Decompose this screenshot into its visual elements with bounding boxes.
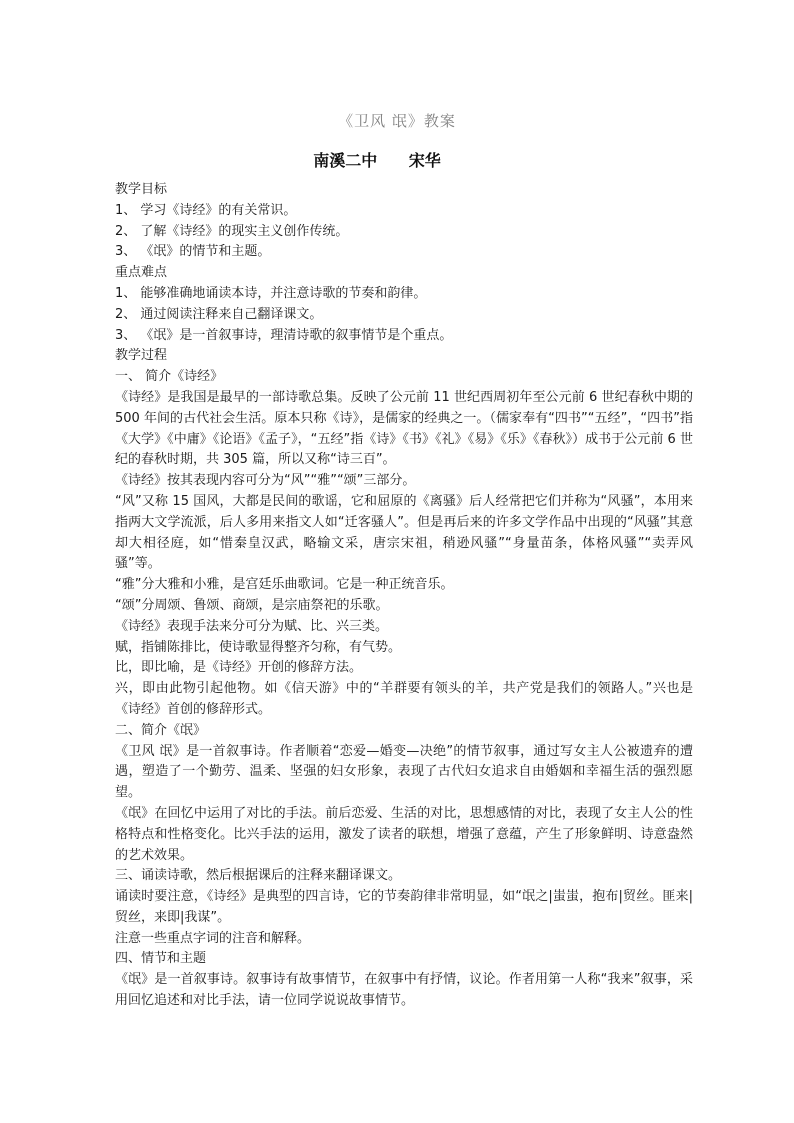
- section-heading-objectives: 教学目标: [115, 182, 168, 197]
- document-title: 《卫风 氓》教案: [338, 112, 456, 130]
- paragraph: 《诗经》按其表现内容可分为“风”“雅”“颂”三部分。: [115, 473, 416, 489]
- paragraph: 《卫风 氓》是一首叙事诗。作者顺着“恋爱—婚变—决绝”的情节叙事，通过写女主人公被遗弃的遭遇，塑造了一个勤劳、温柔、坚强的妇女形象，表现了古代妇女追求自由婚姻和幸福生活的强烈愿望。: [115, 743, 693, 801]
- key-point-item: 1、 能够准确地诵读本诗，并注意诗歌的节奏和韵律。: [115, 285, 427, 301]
- paragraph: 兴，即由此物引起他物。如《信天游》中的“羊群要有领头的羊，共产党是我们的领路人。”兴也是《诗经》首创的修辞形式。: [115, 681, 693, 717]
- paragraph: 《诗经》表现手法来分可分为赋、比、兴三类。: [115, 618, 389, 634]
- author-line: [0, 148, 794, 171]
- paragraph: 《氓》是一首叙事诗。叙事诗有故事情节，在叙事中有抒情，议论。作者用第一人称“我来”叙事，采用回忆追述和对比手法，请一位同学说说故事情节。: [115, 972, 693, 1009]
- objective-item: 1、 学习《诗经》的有关常识。: [115, 202, 297, 218]
- paragraph: 《氓》在回忆中运用了对比的手法。前后恋爱、生活的对比，思想感情的对比，表现了女主人公的性格特点和性格变化。比兴手法的运用，激发了读者的联想，增强了意蕴，产生了形象鲜明、诗意盎然的艺术效果。: [115, 805, 693, 863]
- subsection-heading: 二、简介《氓》: [115, 722, 207, 738]
- document-body: [115, 180, 693, 1012]
- subsection-heading: 三、诵读诗歌，然后根据课后的注释来翻译课文。: [115, 868, 402, 884]
- subsection-heading: 一、 简介《诗经》: [115, 369, 224, 385]
- paragraph: “雅”分大雅和小雅，是宫廷乐曲歌词。它是一种正统音乐。: [115, 577, 454, 593]
- paragraph: 比，即比喻，是《诗经》开创的修辞方法。: [115, 660, 363, 676]
- paragraph: 诵读时要注意，《诗经》是典型的四言诗，它的节奏韵律非常明显，如“氓之|蚩蚩，抱布|贸丝。匪来|贸丝，来即|我谋”。: [115, 889, 693, 925]
- paragraph: 赋，指铺陈排比，使诗歌显得整齐匀称，有气势。: [115, 639, 402, 655]
- paragraph: “颂”分周颂、鲁颂、商颂，是宗庙祭祀的乐歌。: [115, 597, 389, 613]
- section-heading-key-points: 重点难点: [115, 265, 168, 281]
- paragraph: 注意一些重点字词的注音和解释。: [115, 930, 311, 946]
- teacher-name: 宋华: [408, 151, 441, 170]
- paragraph: “风”又称 15 国风，大都是民间的歌谣，它和屈原的《离骚》后人经常把它们并称为“风骚”，本用来指两大文学流派，后人多用来指文人如“迁客骚人”。但是再后来的许多文学作品中出现的“风骚”其意却大相径庭，如“惜秦皇汉武，略输文采，唐宗宋祖，稍逊风骚”“身量苗条，体格风骚”“卖弄风骚”等。: [115, 493, 693, 572]
- key-point-item: 2、 通过阅读注释来自己翻译课文。: [115, 306, 323, 322]
- subsection-heading: 四、情节和主题: [115, 951, 207, 967]
- paragraph: 《诗经》是我国是最早的一部诗歌总集。反映了公元前 11 世纪西周初年至公元前 6 世纪春秋中期的 500 年间的古代社会生活。原本只称《诗》，是儒家的经典之一。（儒家奉有“四书”“五经”，“四书”指《大学》《中庸》《论语》《孟子》，“五经”指《诗》《书》《礼》《易》《乐》《春秋》）成书于公元前 6 世纪的春秋时期，共 305 篇，所以又称“诗三百”。: [115, 389, 693, 468]
- key-point-item: 3、 《氓》是一首叙事诗，理清诗歌的叙事情节是个重点。: [115, 327, 453, 343]
- objective-item: 2、 了解《诗经》的现实主义创作传统。: [115, 223, 349, 239]
- school-name: 南溪二中: [313, 151, 378, 170]
- objective-item: 3、 《氓》的情节和主题。: [115, 244, 271, 260]
- section-heading-process: 教学过程: [115, 348, 168, 364]
